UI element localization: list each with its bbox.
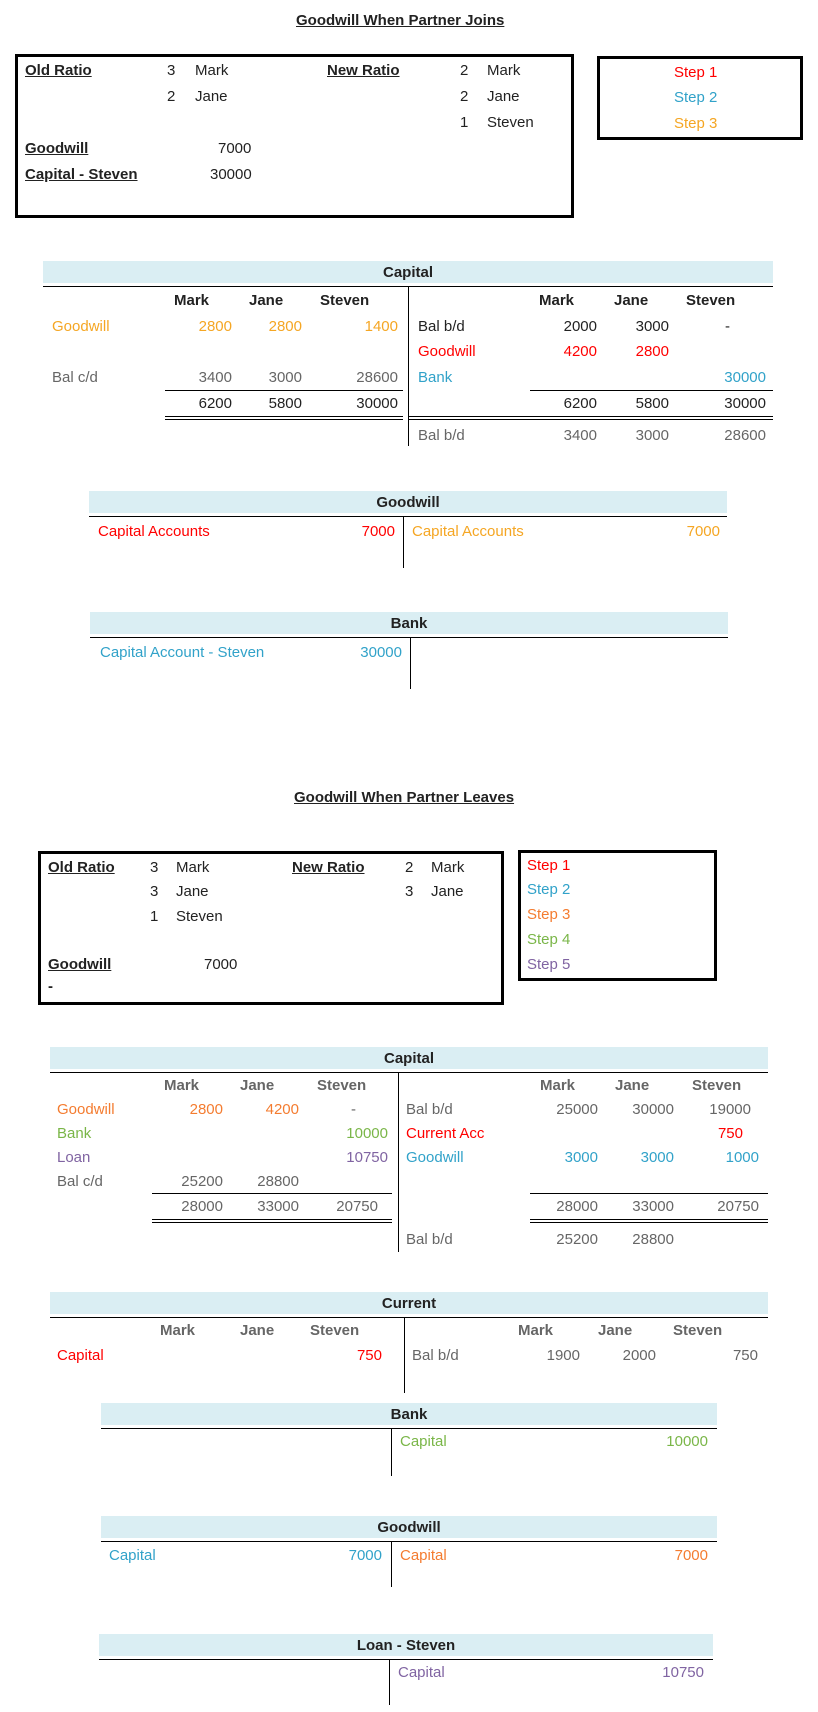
credit-total-jane: 5800 [635, 395, 669, 412]
credit-total-mark: 28000 [556, 1198, 598, 1215]
leave-new-ratio-name: Jane [431, 883, 464, 900]
credit-steven: - [725, 318, 730, 335]
credit-total-steven: 20750 [717, 1198, 759, 1215]
col-header-jane: Jane [615, 1077, 650, 1094]
join-new-ratio-name: Mark [487, 62, 521, 79]
leave-capital-title: Capital [50, 1047, 768, 1069]
debit-mark: 2800 [189, 1101, 223, 1118]
col-header-jane: Jane [598, 1322, 633, 1339]
t-account-divider [391, 1428, 392, 1476]
debit-steven: 750 [356, 1347, 382, 1364]
leave-old-ratio-name: Steven [176, 908, 223, 925]
credit-label-goodwill: Goodwill [406, 1149, 464, 1166]
debit-mark: 25200 [181, 1173, 223, 1190]
credit-mark: 3000 [564, 1149, 598, 1166]
t-account-divider [398, 1072, 399, 1252]
leave-old-ratio-name: Mark [176, 859, 210, 876]
debit-jane: 3000 [268, 369, 302, 386]
debit-label: Capital Account - Steven [100, 644, 265, 661]
step-1-label: Step 1 [527, 857, 571, 874]
total-rule [152, 1193, 392, 1194]
join-old-ratio-name: Jane [195, 88, 228, 105]
debit-label-bank: Bank [57, 1125, 92, 1142]
stray-mark: - [48, 978, 53, 995]
join-capital-label: Capital - Steven [25, 166, 138, 183]
total-rule [165, 390, 403, 391]
credit-jane: 3000 [640, 1149, 674, 1166]
debit-value: 30000 [360, 644, 402, 661]
credit-steven: 30000 [724, 369, 766, 386]
bal-bd-jane: 3000 [635, 427, 669, 444]
debit-label-goodwill: Goodwill [57, 1101, 115, 1118]
col-header-mark: Mark [174, 292, 210, 309]
t-account-rule [101, 1428, 717, 1429]
credit-label-bank: Bank [418, 369, 453, 386]
leave-bank-title: Bank [101, 1403, 717, 1425]
t-account-divider [391, 1541, 392, 1587]
credit-total-jane: 33000 [632, 1198, 674, 1215]
leave-current-title: Current [50, 1292, 768, 1314]
double-rule [408, 416, 773, 420]
debit-jane: 2800 [268, 318, 302, 335]
debit-label: Capital Accounts [98, 523, 210, 540]
credit-total-mark: 6200 [563, 395, 597, 412]
step-2-label: Step 2 [527, 881, 571, 898]
bal-bd-steven: 28600 [724, 427, 766, 444]
double-rule [530, 1219, 768, 1223]
col-header-mark: Mark [539, 292, 575, 309]
debit-value: 7000 [361, 523, 395, 540]
join-title: Goodwill When Partner Joins [296, 12, 505, 29]
credit-label: Bal b/d [412, 1347, 459, 1364]
col-header-steven: Steven [673, 1322, 723, 1339]
credit-jane: 30000 [632, 1101, 674, 1118]
join-new-ratio-label: New Ratio [327, 62, 400, 79]
leave-old-ratio-n: 3 [150, 883, 159, 900]
t-account-rule [99, 1659, 713, 1660]
leave-goodwill-value: 7000 [204, 956, 238, 973]
credit-label-bal-bd: Bal b/d [418, 427, 465, 444]
join-capital-value: 30000 [210, 166, 252, 183]
col-header-jane: Jane [614, 292, 649, 309]
debit-steven: 28600 [356, 369, 398, 386]
leave-new-ratio-name: Mark [431, 859, 465, 876]
credit-value: 10000 [666, 1433, 708, 1450]
debit-label-bal-cd: Bal c/d [57, 1173, 103, 1190]
leave-title: Goodwill When Partner Leaves [294, 789, 515, 806]
join-old-ratio-name: Mark [195, 62, 229, 79]
leave-old-ratio-name: Jane [176, 883, 209, 900]
t-account-rule [89, 516, 727, 517]
join-goodwill-title: Goodwill [89, 491, 727, 513]
col-header-jane: Jane [240, 1322, 275, 1339]
credit-label: Capital [400, 1547, 447, 1564]
col-header-steven: Steven [686, 292, 736, 309]
debit-label-bal-cd: Bal c/d [52, 369, 98, 386]
col-header-mark: Mark [540, 1077, 576, 1094]
debit-label: Capital [109, 1547, 156, 1564]
t-account-divider [410, 637, 411, 689]
debit-total-mark: 6200 [198, 395, 232, 412]
credit-jane: 2800 [635, 343, 669, 360]
join-new-ratio-n: 2 [460, 88, 469, 105]
t-account-rule [50, 1317, 768, 1318]
debit-total-steven: 20750 [336, 1198, 378, 1215]
leave-loan-title: Loan - Steven [99, 1634, 713, 1656]
debit-total-jane: 5800 [268, 395, 302, 412]
join-new-ratio-name: Steven [487, 114, 534, 131]
credit-label-goodwill: Goodwill [418, 343, 476, 360]
debit-label: Capital [57, 1347, 104, 1364]
debit-mark: 3400 [198, 369, 232, 386]
col-header-mark: Mark [164, 1077, 200, 1094]
double-rule [165, 416, 403, 420]
credit-steven: 1000 [725, 1149, 759, 1166]
bal-bd-mark: 3400 [563, 427, 597, 444]
debit-jane: 28800 [257, 1173, 299, 1190]
debit-mark: 2800 [198, 318, 232, 335]
col-header-steven: Steven [317, 1077, 367, 1094]
join-new-ratio-n: 1 [460, 114, 469, 131]
credit-value: 10750 [662, 1664, 704, 1681]
step-4-label: Step 4 [527, 931, 571, 948]
col-header-mark: Mark [518, 1322, 554, 1339]
step-1-label: Step 1 [674, 64, 718, 81]
debit-total-jane: 33000 [257, 1198, 299, 1215]
bal-bd-jane: 28800 [632, 1231, 674, 1248]
t-account-divider [403, 516, 404, 568]
col-header-jane: Jane [240, 1077, 275, 1094]
step-2-label: Step 2 [674, 89, 718, 106]
join-bank-title: Bank [90, 612, 728, 634]
total-rule [530, 390, 773, 391]
double-rule [152, 1219, 392, 1223]
leave-new-ratio-n: 2 [405, 859, 414, 876]
t-account-rule [101, 1541, 717, 1542]
join-goodwill-label: Goodwill [25, 140, 89, 157]
col-header-steven: Steven [692, 1077, 742, 1094]
debit-steven: 10000 [346, 1125, 388, 1142]
debit-total-steven: 30000 [356, 395, 398, 412]
leave-old-ratio-n: 3 [150, 859, 159, 876]
credit-mark: 1900 [546, 1347, 580, 1364]
credit-label-bal-bd: Bal b/d [406, 1231, 453, 1248]
debit-total-mark: 28000 [181, 1198, 223, 1215]
credit-label: Capital [398, 1664, 445, 1681]
debit-label-goodwill: Goodwill [52, 318, 110, 335]
bal-bd-mark: 25200 [556, 1231, 598, 1248]
join-old-ratio-n: 2 [167, 88, 176, 105]
credit-total-steven: 30000 [724, 395, 766, 412]
leave-old-ratio-label: Old Ratio [48, 859, 115, 876]
credit-steven: 750 [732, 1347, 758, 1364]
credit-label: Capital [400, 1433, 447, 1450]
credit-value: 7000 [686, 523, 720, 540]
credit-mark: 2000 [563, 318, 597, 335]
credit-mark: 25000 [556, 1101, 598, 1118]
col-header-jane: Jane [249, 292, 284, 309]
t-account-rule [50, 1072, 768, 1073]
debit-label-loan: Loan [57, 1149, 91, 1166]
join-new-ratio-name: Jane [487, 88, 520, 105]
step-3-label: Step 3 [674, 115, 718, 132]
credit-label: Capital Accounts [412, 523, 524, 540]
debit-jane: 4200 [265, 1101, 299, 1118]
credit-steven: 19000 [709, 1101, 751, 1118]
step-5-label: Step 5 [527, 956, 571, 973]
total-rule [530, 1193, 768, 1194]
credit-jane: 3000 [635, 318, 669, 335]
join-old-ratio-n: 3 [167, 62, 176, 79]
join-old-ratio-label: Old Ratio [25, 62, 92, 79]
t-account-divider [389, 1659, 390, 1705]
debit-value: 7000 [348, 1547, 382, 1564]
join-capital-title: Capital [43, 261, 773, 283]
leave-new-ratio-label: New Ratio [292, 859, 365, 876]
debit-steven: 10750 [346, 1149, 388, 1166]
step-3-label: Step 3 [527, 906, 571, 923]
leave-goodwill-title: Goodwill [101, 1516, 717, 1538]
col-header-mark: Mark [160, 1322, 196, 1339]
col-header-steven: Steven [310, 1322, 360, 1339]
t-account-divider [404, 1317, 405, 1393]
join-goodwill-value: 7000 [218, 140, 252, 157]
leave-new-ratio-n: 3 [405, 883, 414, 900]
join-new-ratio-n: 2 [460, 62, 469, 79]
credit-mark: 4200 [563, 343, 597, 360]
credit-steven: 750 [717, 1125, 743, 1142]
credit-label-bal-bd: Bal b/d [418, 318, 465, 335]
leave-old-ratio-n: 1 [150, 908, 159, 925]
leave-goodwill-label: Goodwill [48, 956, 112, 973]
credit-label-current-acc: Current Acc [406, 1125, 485, 1142]
credit-value: 7000 [674, 1547, 708, 1564]
col-header-steven: Steven [320, 292, 370, 309]
debit-steven: - [351, 1101, 356, 1118]
t-account-divider [408, 286, 409, 446]
credit-jane: 2000 [622, 1347, 656, 1364]
t-account-rule [90, 637, 728, 638]
debit-steven: 1400 [364, 318, 398, 335]
credit-label-bal-bd: Bal b/d [406, 1101, 453, 1118]
